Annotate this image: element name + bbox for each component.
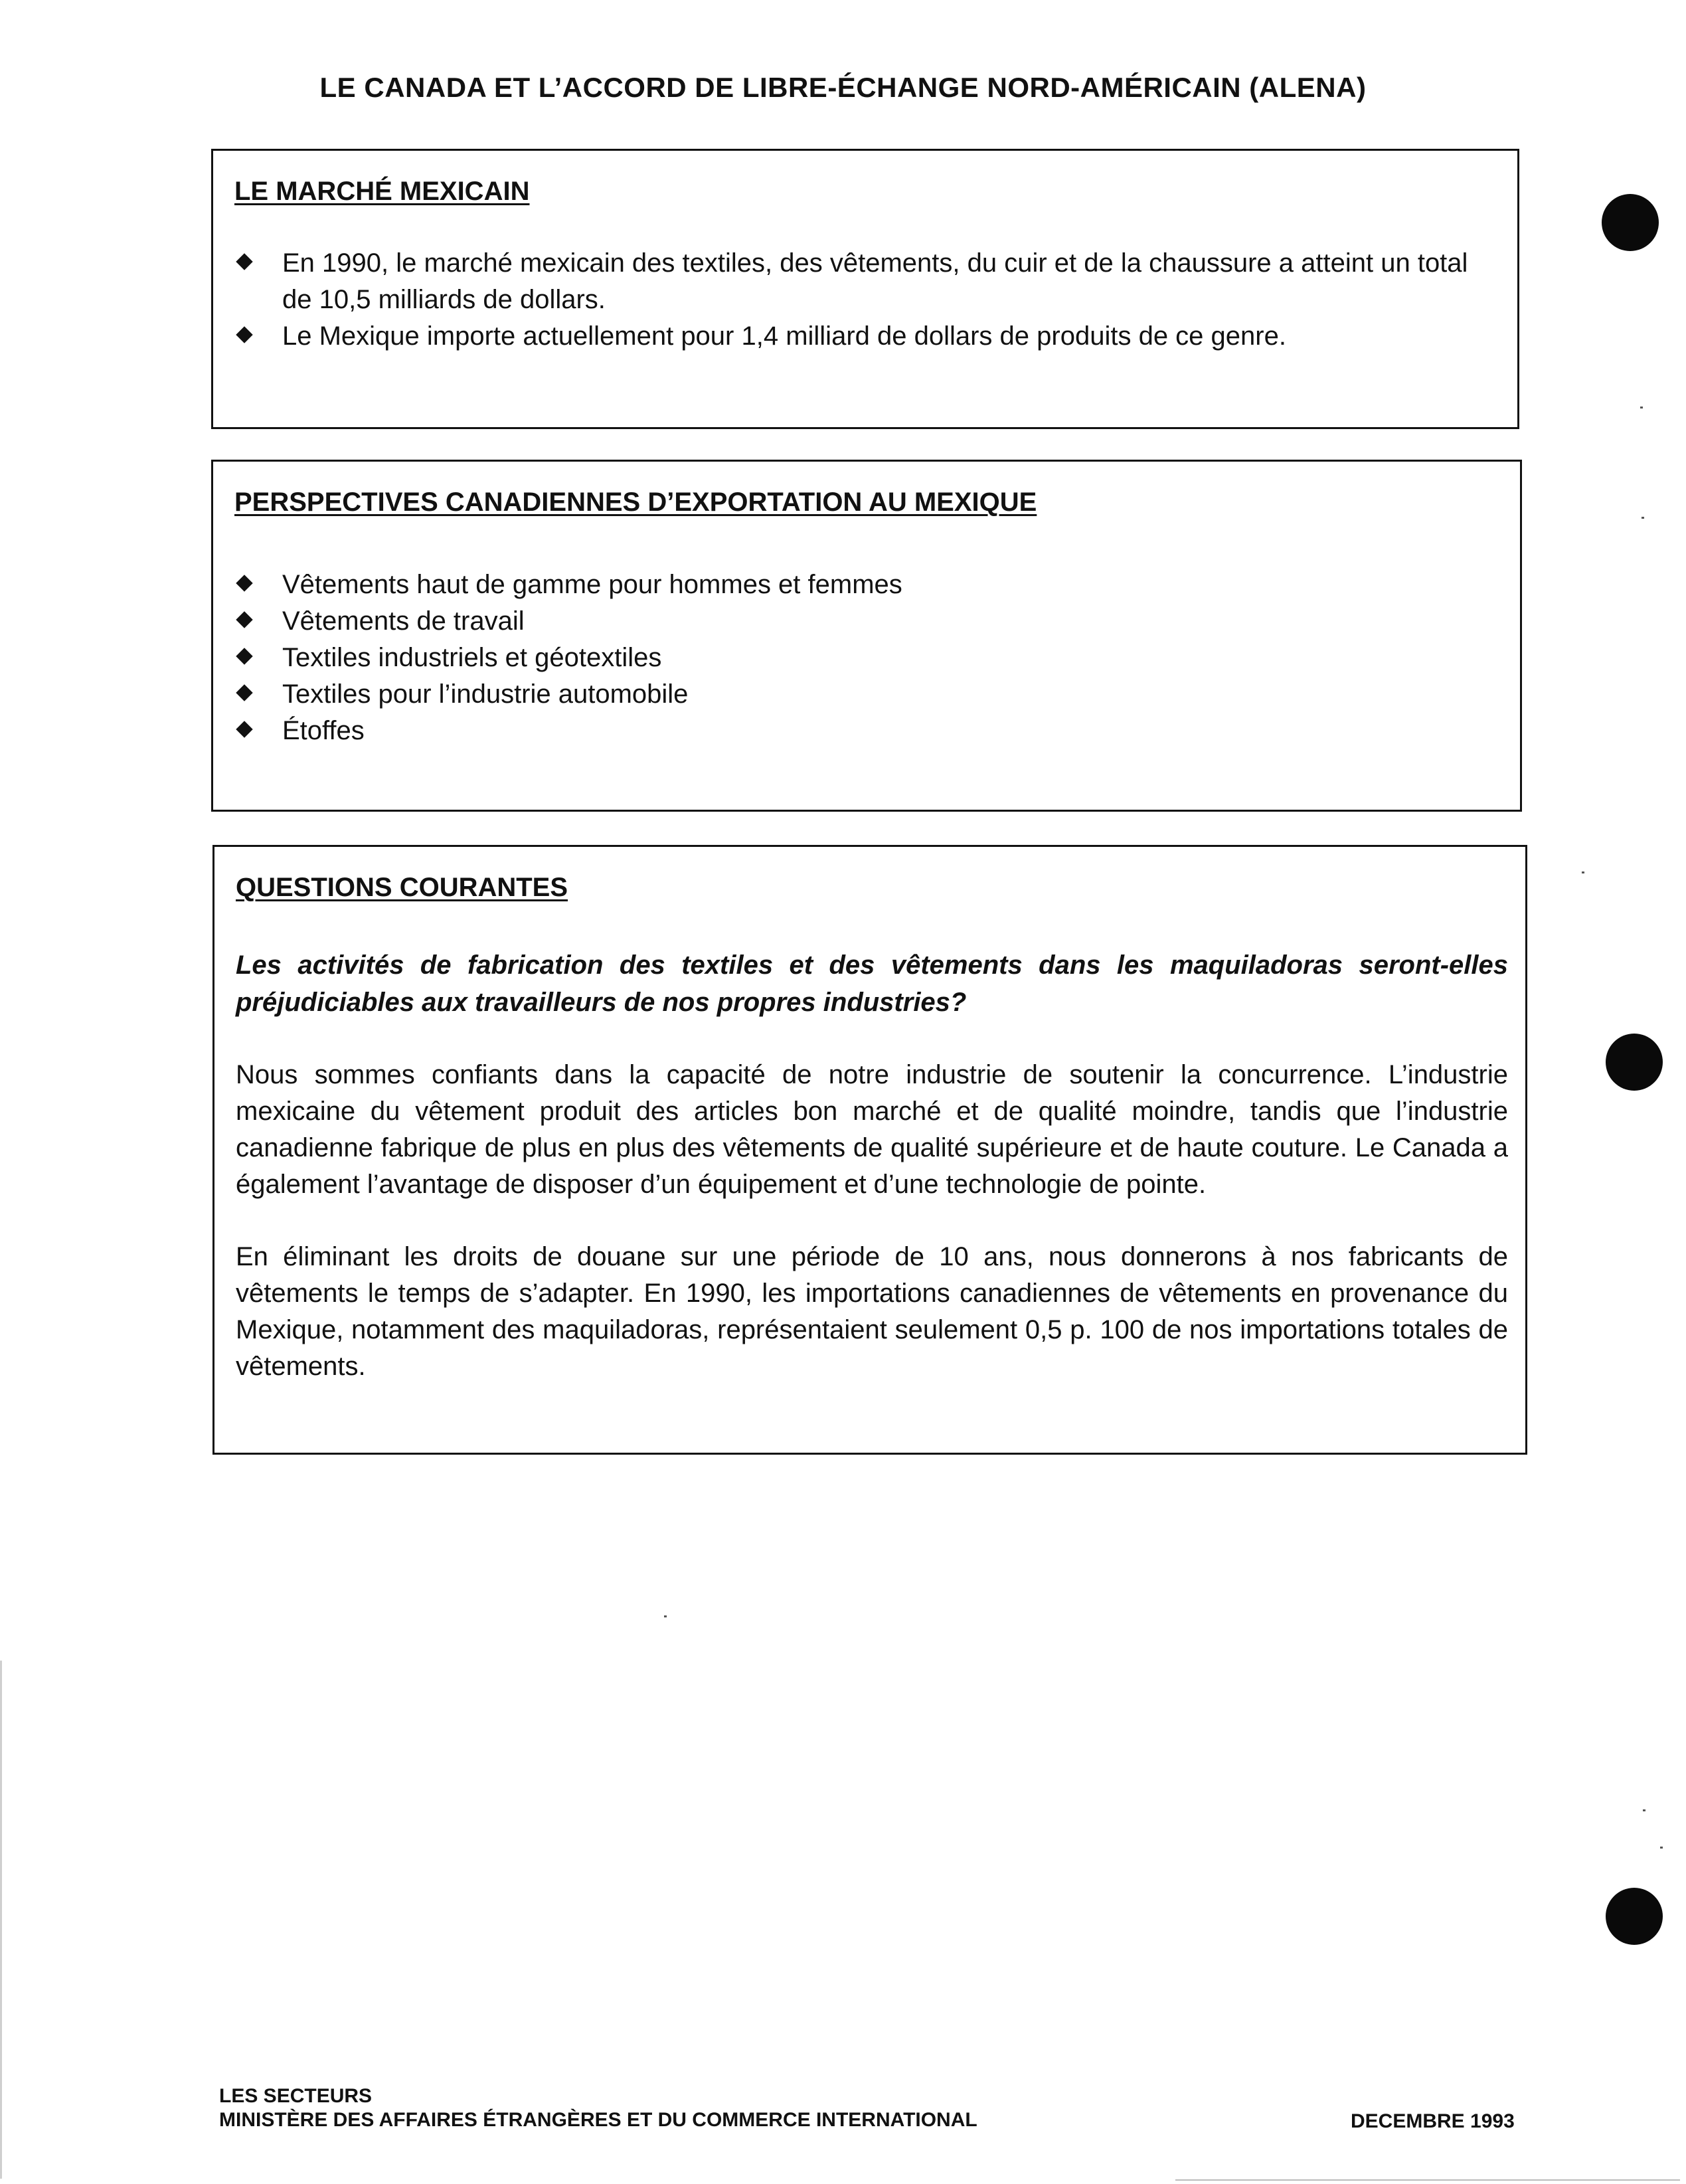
market-section-heading: LE MARCHÉ MEXICAIN [234,177,530,206]
list-item [234,245,1500,318]
scan-speck [1642,517,1644,519]
market-bullet-list [234,245,1500,355]
answer-paragraph: En éliminant les droits de douane sur une période de 10 ans, nous donnerons à nos fabricants de vêtements le temps de s’adapter. En 1990, les importations canadiennes de vêtements en provenance du Mexique, notamment des maquiladoras, représentaient seulement 0,5 p. 100 de nos importations totales de vêtements. [236,1242,1508,1381]
list-item [234,713,1503,749]
diamond-bullet-icon [236,253,252,270]
list-item [234,676,1503,713]
bullet-text: En 1990, le marché mexicain des textiles, des vêtements, du cuir et de la chaussure a atteint un total de 10,5 milliards de dollars. [282,248,1468,314]
bullet-text: Textiles pour l’industrie automobile [282,680,689,709]
diamond-bullet-icon [236,684,252,701]
list-item [234,640,1503,676]
diamond-bullet-icon [236,326,252,343]
list-item [234,318,1500,355]
questions-section-heading: QUESTIONS COURANTES [236,873,568,902]
footer-publisher [219,2084,977,2132]
market-section-box [211,149,1519,429]
list-item [234,567,1503,603]
scan-speck [1582,871,1584,873]
scan-edge-mark [1175,2179,1680,2181]
questions-section-box [212,845,1527,1455]
scan-speck [1640,407,1643,409]
page-title: LE CANADA ET L’ACCORD DE LIBRE-ÉCHANGE NORD-AMÉRICAIN (ALENA) [319,72,1367,103]
bullet-text: Étoffes [282,716,365,745]
scan-edge-mark [0,1661,2,2179]
diamond-bullet-icon [236,721,252,737]
footer-date: DECEMBRE 1993 [1351,2110,1515,2132]
punch-hole-icon [1606,1888,1663,1945]
bullet-text: Le Mexique importe actuellement pour 1,4 milliard de dollars de produits de ce genre. [282,321,1286,351]
diamond-bullet-icon [236,575,252,591]
export-bullet-list [234,567,1503,749]
scan-speck [1660,1847,1663,1849]
scan-speck [1643,1809,1645,1811]
question-text: Les activités de fabrication des textiles et des vêtements dans les maquiladoras seront-elles préjudiciables aux travailleurs de nos propres industries? [236,951,1508,1017]
punch-hole-icon [1606,1034,1663,1091]
bullet-text: Vêtements de travail [282,606,525,636]
export-section-box [211,460,1522,812]
scan-speck [664,1615,667,1617]
list-item [234,603,1503,640]
punch-hole-icon [1602,194,1659,251]
diamond-bullet-icon [236,648,252,664]
answer-paragraph: Nous sommes confiants dans la capacité de notre industrie de soutenir la concurrence. L’industrie mexicaine du vêtement produit des articles bon marché et de qualité moindre, tandis que l’industrie canadienne fabrique de plus en plus des vêtements de qualité supérieure et de haute couture. Le Canada a également l’avantage de disposer d’un équipement et d’une technologie de pointe. [236,1060,1508,1199]
footer-sectors-label: LES SECTEURS [219,2085,373,2107]
footer-ministry-label: MINISTÈRE DES AFFAIRES ÉTRANGÈRES ET DU COMMERCE INTERNATIONAL [219,2109,977,2131]
diamond-bullet-icon [236,611,252,628]
bullet-text: Vêtements haut de gamme pour hommes et femmes [282,570,902,599]
bullet-text: Textiles industriels et géotextiles [282,643,662,672]
export-section-heading: PERSPECTIVES CANADIENNES D’EXPORTATION AU MEXIQUE [234,488,1037,517]
